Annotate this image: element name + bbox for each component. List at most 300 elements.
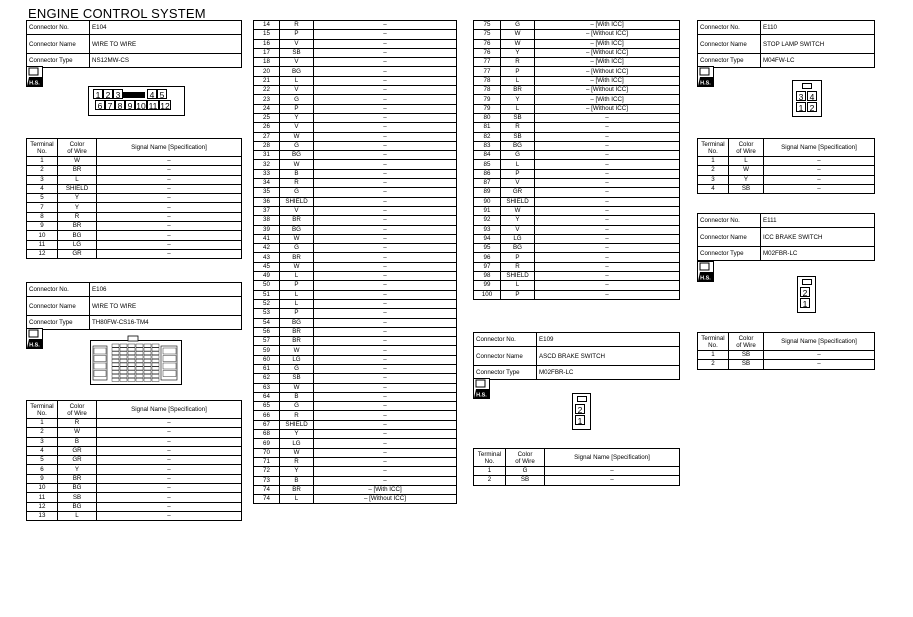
signal-name: – (314, 48, 457, 57)
wire-color: R (58, 419, 97, 428)
wire-color: P (280, 30, 314, 39)
table-row (474, 104, 680, 113)
signal-name: – (314, 76, 457, 85)
pin-label: 2 (103, 89, 113, 99)
wire-color: P (280, 281, 314, 290)
signal-name: – [With ICC] (314, 485, 457, 494)
table-row (254, 160, 457, 169)
connector-type-value: M02FBR-LC (537, 366, 680, 380)
terminal-no: 16 (254, 39, 280, 48)
signal-name: – (97, 511, 242, 520)
table-row (474, 206, 680, 215)
wire-color: G (501, 151, 535, 160)
signal-name: – (535, 216, 680, 225)
connector-name-value: STOP LAMP SWITCH (761, 35, 875, 54)
table-row (27, 212, 242, 221)
signal-name: – (314, 318, 457, 327)
signal-name: – [With ICC] (535, 58, 680, 67)
terminal-no: 10 (27, 484, 58, 493)
terminal-no: 45 (254, 262, 280, 271)
terminal-no: 1 (27, 419, 58, 428)
label-connector-type: Connector Type (27, 316, 90, 330)
signal-name: – (97, 456, 242, 465)
wire-color: GR (58, 446, 97, 455)
signal-name: – (535, 206, 680, 215)
terminal-no: 26 (254, 123, 280, 132)
table-row (254, 123, 457, 132)
terminal-no: 94 (474, 234, 501, 243)
table-row (254, 104, 457, 113)
wire-color: B (280, 392, 314, 401)
terminal-no: 59 (254, 346, 280, 355)
signal-name: – (764, 175, 875, 184)
terminal-no: 1 (27, 157, 58, 166)
terminal-no: 75 (474, 30, 501, 39)
terminal-no: 2 (698, 360, 729, 369)
table-row (474, 30, 680, 39)
table-row (474, 76, 680, 85)
terminal-no: 11 (27, 493, 58, 502)
wire-color: GR (501, 188, 535, 197)
table-row (254, 216, 457, 225)
wire-color: G (280, 141, 314, 150)
wire-color: BG (58, 231, 97, 240)
table-row (254, 48, 457, 57)
wire-color: GR (58, 456, 97, 465)
signal-name: – [Without ICC] (535, 67, 680, 76)
wire-color: W (280, 383, 314, 392)
terminal-no: 37 (254, 206, 280, 215)
wire-color: W (729, 166, 764, 175)
wire-color: BG (501, 141, 535, 150)
wire-color: W (501, 39, 535, 48)
wire-color: L (501, 76, 535, 85)
signal-name: – (314, 290, 457, 299)
signal-name: – (314, 30, 457, 39)
terminal-no: 49 (254, 272, 280, 281)
wire-color: SB (729, 351, 764, 360)
terminal-no: 66 (254, 411, 280, 420)
terminal-no: 51 (254, 290, 280, 299)
wire-color: V (280, 58, 314, 67)
terminal-no: 3 (27, 175, 58, 184)
wire-color: SB (501, 132, 535, 141)
wire-color: LG (280, 439, 314, 448)
table-row (254, 281, 457, 290)
signal-name: – (764, 351, 875, 360)
wire-color: BR (280, 327, 314, 336)
table-row (474, 262, 680, 271)
col-signal-name: Signal Name [Specification] (97, 139, 242, 157)
table-row (254, 141, 457, 150)
wire-color: Y (280, 467, 314, 476)
wire-color: L (280, 299, 314, 308)
signal-name: – [With ICC] (535, 21, 680, 30)
connector-type-value: M04FW-LC (761, 54, 875, 68)
table-row (254, 30, 457, 39)
signal-name: – (97, 474, 242, 483)
table-row (474, 281, 680, 290)
terminal-no: 54 (254, 318, 280, 327)
wire-color: L (501, 281, 535, 290)
table-row (254, 113, 457, 122)
wire-color: V (280, 39, 314, 48)
signal-name: – (314, 430, 457, 439)
table-row (474, 21, 680, 30)
signal-name: – (314, 309, 457, 318)
wire-color: Y (58, 203, 97, 212)
terminal-no: 57 (254, 337, 280, 346)
terminal-no: 10 (27, 231, 58, 240)
signal-name: – (535, 151, 680, 160)
wire-color: R (280, 411, 314, 420)
table-row (254, 364, 457, 373)
table-row (254, 457, 457, 466)
pin-label: 3 (113, 89, 123, 99)
wire-color: SB (506, 476, 545, 485)
table-row (698, 157, 875, 166)
signal-name: – (97, 184, 242, 193)
table-row (474, 86, 680, 95)
terminal-no: 84 (474, 151, 501, 160)
connector-name-value: ASCD BRAKE SWITCH (537, 347, 680, 366)
pin-label: 6 (95, 100, 105, 110)
terminal-no: 68 (254, 430, 280, 439)
harness-side-icon (26, 328, 43, 349)
wire-color: BG (58, 502, 97, 511)
connector-face-e104 (88, 86, 185, 116)
svg-text:H.S.: H.S. (700, 275, 711, 282)
wire-color: BR (58, 474, 97, 483)
wire-color: L (280, 76, 314, 85)
connector-no-value: E111 (761, 214, 875, 228)
table-row (474, 476, 680, 485)
signal-name: – (97, 157, 242, 166)
terminal-no: 32 (254, 160, 280, 169)
wire-color: W (280, 346, 314, 355)
terminal-no: 12 (27, 249, 58, 258)
signal-name: – (314, 383, 457, 392)
wire-color: R (58, 212, 97, 221)
table-row (254, 299, 457, 308)
terminal-no: 83 (474, 141, 501, 150)
table-row (474, 123, 680, 132)
terminal-no: 38 (254, 216, 280, 225)
wire-color: R (501, 262, 535, 271)
table-row (27, 157, 242, 166)
signal-name: – (314, 281, 457, 290)
signal-name: – (97, 203, 242, 212)
wire-color: SB (280, 374, 314, 383)
wire-color: BR (58, 222, 97, 231)
wire-color: L (280, 495, 314, 504)
table-row (27, 240, 242, 249)
wire-color: BR (280, 337, 314, 346)
wire-color: V (280, 86, 314, 95)
wire-color: G (280, 402, 314, 411)
terminal-no: 73 (254, 476, 280, 485)
wire-color: W (280, 234, 314, 243)
terminal-no: 96 (474, 253, 501, 262)
terminal-no: 50 (254, 281, 280, 290)
terminal-no: 31 (254, 151, 280, 160)
terminal-no: 82 (474, 132, 501, 141)
connector-face-e106 (90, 334, 182, 386)
table-row (254, 430, 457, 439)
signal-name: – (535, 132, 680, 141)
wire-color: BR (280, 216, 314, 225)
terminal-no: 4 (27, 446, 58, 455)
signal-name: – (97, 493, 242, 502)
terminal-no: 24 (254, 104, 280, 113)
table-row (27, 428, 242, 437)
terminal-table-e104 (26, 138, 242, 259)
terminal-no: 77 (474, 67, 501, 76)
table-row (474, 179, 680, 188)
table-row (474, 290, 680, 299)
label-connector-name: Connector Name (27, 35, 90, 54)
signal-name: – (314, 86, 457, 95)
table-row (254, 309, 457, 318)
table-row (254, 337, 457, 346)
wire-color: R (501, 58, 535, 67)
terminal-no: 8 (27, 212, 58, 221)
table-row (254, 188, 457, 197)
signal-name: – (535, 290, 680, 299)
terminal-no: 22 (254, 86, 280, 95)
wire-color: G (501, 21, 535, 30)
wire-color: SB (729, 184, 764, 193)
signal-name: – (314, 141, 457, 150)
table-row (254, 420, 457, 429)
signal-name: – (314, 244, 457, 253)
terminal-no: 5 (27, 194, 58, 203)
table-row (27, 502, 242, 511)
pin-label: 2 (575, 404, 585, 414)
wire-color: BG (501, 244, 535, 253)
table-row (254, 58, 457, 67)
signal-name: – (314, 448, 457, 457)
table-row (254, 169, 457, 178)
wire-color: L (729, 157, 764, 166)
wire-color: Y (501, 216, 535, 225)
table-row (27, 511, 242, 520)
signal-name: – (314, 160, 457, 169)
connector-name-value: WIRE TO WIRE (90, 35, 242, 54)
col-color-of-wire: Color of Wire (58, 139, 97, 157)
table-row (27, 484, 242, 493)
wire-color: BG (280, 67, 314, 76)
table-row (254, 448, 457, 457)
connector-info-e110: Connector No. E110 Connector Name STOP LAMP SWITCH Connector Type M04FW-LC (697, 20, 875, 68)
terminal-no: 93 (474, 225, 501, 234)
table-row (254, 225, 457, 234)
signal-name: – (314, 457, 457, 466)
table-row (254, 374, 457, 383)
signal-name: – (314, 225, 457, 234)
svg-text:H.S.: H.S. (476, 392, 487, 399)
terminal-no: 53 (254, 309, 280, 318)
wire-color: P (501, 169, 535, 178)
wire-color: P (501, 253, 535, 262)
signal-name: – (97, 484, 242, 493)
wire-color: V (501, 225, 535, 234)
terminal-no: 3 (27, 437, 58, 446)
terminal-no: 2 (698, 166, 729, 175)
pin-label: 10 (136, 101, 146, 111)
wire-color: SB (280, 48, 314, 57)
signal-name: – (314, 253, 457, 262)
terminal-no: 56 (254, 327, 280, 336)
terminal-no: 3 (698, 175, 729, 184)
signal-name: – (314, 132, 457, 141)
signal-name: – (314, 346, 457, 355)
table-row (254, 346, 457, 355)
col-terminal-no: Terminal No. (27, 139, 58, 157)
table-row (27, 184, 242, 193)
table-row (27, 465, 242, 474)
signal-name: – (764, 360, 875, 369)
signal-name: – (314, 21, 457, 30)
wire-color: P (280, 309, 314, 318)
terminal-table-e106: Terminal No. Color of Wire Signal Name [Specification] 1 R – 2 W – 3 B – 4 GR – 5 GR – 6 Y – 9 BR – 10 BG – 11 SB – 12 BG – 13 L – (26, 400, 242, 521)
wire-color: SB (729, 360, 764, 369)
table-row (254, 151, 457, 160)
wire-color: Y (501, 48, 535, 57)
signal-name: – (314, 272, 457, 281)
wire-color: P (501, 290, 535, 299)
wire-color: SB (501, 113, 535, 122)
terminal-no: 7 (27, 203, 58, 212)
svg-text:H.S.: H.S. (700, 80, 711, 87)
table-row (474, 216, 680, 225)
wire-color: SHIELD (58, 184, 97, 193)
signal-name: – (314, 179, 457, 188)
terminal-no: 34 (254, 179, 280, 188)
terminal-table-e109: Terminal No. Color of Wire Signal Name [Specification] 1 G – 2 SB – (473, 448, 680, 486)
signal-name: – (314, 411, 457, 420)
table-row (254, 485, 457, 494)
terminal-no: 39 (254, 225, 280, 234)
wire-color: W (280, 262, 314, 271)
wire-color: W (280, 160, 314, 169)
pin-label: 1 (575, 415, 585, 425)
terminal-no: 41 (254, 234, 280, 243)
table-row (474, 113, 680, 122)
table-row (254, 402, 457, 411)
table-row (254, 244, 457, 253)
signal-name: – (314, 262, 457, 271)
terminal-no: 72 (254, 467, 280, 476)
terminal-no: 95 (474, 244, 501, 253)
table-row (254, 76, 457, 85)
pin-label: 11 (148, 101, 158, 111)
terminal-no: 62 (254, 374, 280, 383)
table-row (474, 188, 680, 197)
wire-color: LG (501, 234, 535, 243)
pin-label: 9 (125, 100, 135, 110)
signal-name: – (314, 327, 457, 336)
table-row (27, 194, 242, 203)
signal-name: – (314, 123, 457, 132)
terminal-no: 13 (27, 511, 58, 520)
wire-color: BG (280, 225, 314, 234)
connector-no-value: E104 (90, 21, 242, 35)
terminal-no: 25 (254, 113, 280, 122)
wire-color: B (280, 476, 314, 485)
signal-name: – (764, 157, 875, 166)
table-row (254, 467, 457, 476)
wire-color: Y (729, 175, 764, 184)
wire-color: Y (280, 113, 314, 122)
table-row (27, 456, 242, 465)
table-row (27, 231, 242, 240)
signal-name: – (764, 184, 875, 193)
table-row (254, 383, 457, 392)
wire-color: V (280, 206, 314, 215)
signal-name: – (314, 58, 457, 67)
table-row (474, 197, 680, 206)
signal-name: – (97, 437, 242, 446)
terminal-no: 77 (474, 58, 501, 67)
pin-label: 5 (157, 89, 167, 99)
terminal-no: 9 (27, 222, 58, 231)
table-row (698, 360, 875, 369)
terminal-table-e106-cont2 (473, 20, 680, 300)
signal-name: – [With ICC] (535, 95, 680, 104)
connector-name-value: WIRE TO WIRE (90, 297, 242, 316)
signal-name: – (97, 231, 242, 240)
table-row (254, 67, 457, 76)
terminal-no: 76 (474, 39, 501, 48)
table-row (27, 166, 242, 175)
terminal-no: 4 (698, 184, 729, 193)
terminal-no: 80 (474, 113, 501, 122)
terminal-no: 17 (254, 48, 280, 57)
wire-color: B (58, 437, 97, 446)
signal-name: – (764, 166, 875, 175)
wire-color: W (58, 157, 97, 166)
terminal-no: 18 (254, 58, 280, 67)
table-row (474, 141, 680, 150)
harness-side-icon (697, 261, 714, 282)
wire-color: R (501, 123, 535, 132)
wire-color: W (501, 206, 535, 215)
signal-name: – (535, 123, 680, 132)
signal-name: – (314, 476, 457, 485)
wire-color: L (501, 160, 535, 169)
wire-color: LG (280, 355, 314, 364)
signal-name: – (97, 166, 242, 175)
wire-color: P (501, 67, 535, 76)
terminal-no: 1 (474, 467, 506, 476)
terminal-no: 43 (254, 253, 280, 262)
signal-name: – (535, 113, 680, 122)
terminal-no: 15 (254, 30, 280, 39)
table-row (254, 234, 457, 243)
wire-color: W (280, 448, 314, 457)
terminal-no: 23 (254, 95, 280, 104)
wire-color: G (280, 244, 314, 253)
terminal-table-e110: Terminal No. Color of Wire Signal Name [Specification] 1 L – 2 W – 3 Y – 4 SB – (697, 138, 875, 194)
terminal-no: 92 (474, 216, 501, 225)
signal-name: – (314, 216, 457, 225)
table-row (474, 244, 680, 253)
table-row (254, 197, 457, 206)
label-connector-no: Connector No. (27, 283, 90, 297)
terminal-no: 78 (474, 76, 501, 85)
table-row (27, 203, 242, 212)
